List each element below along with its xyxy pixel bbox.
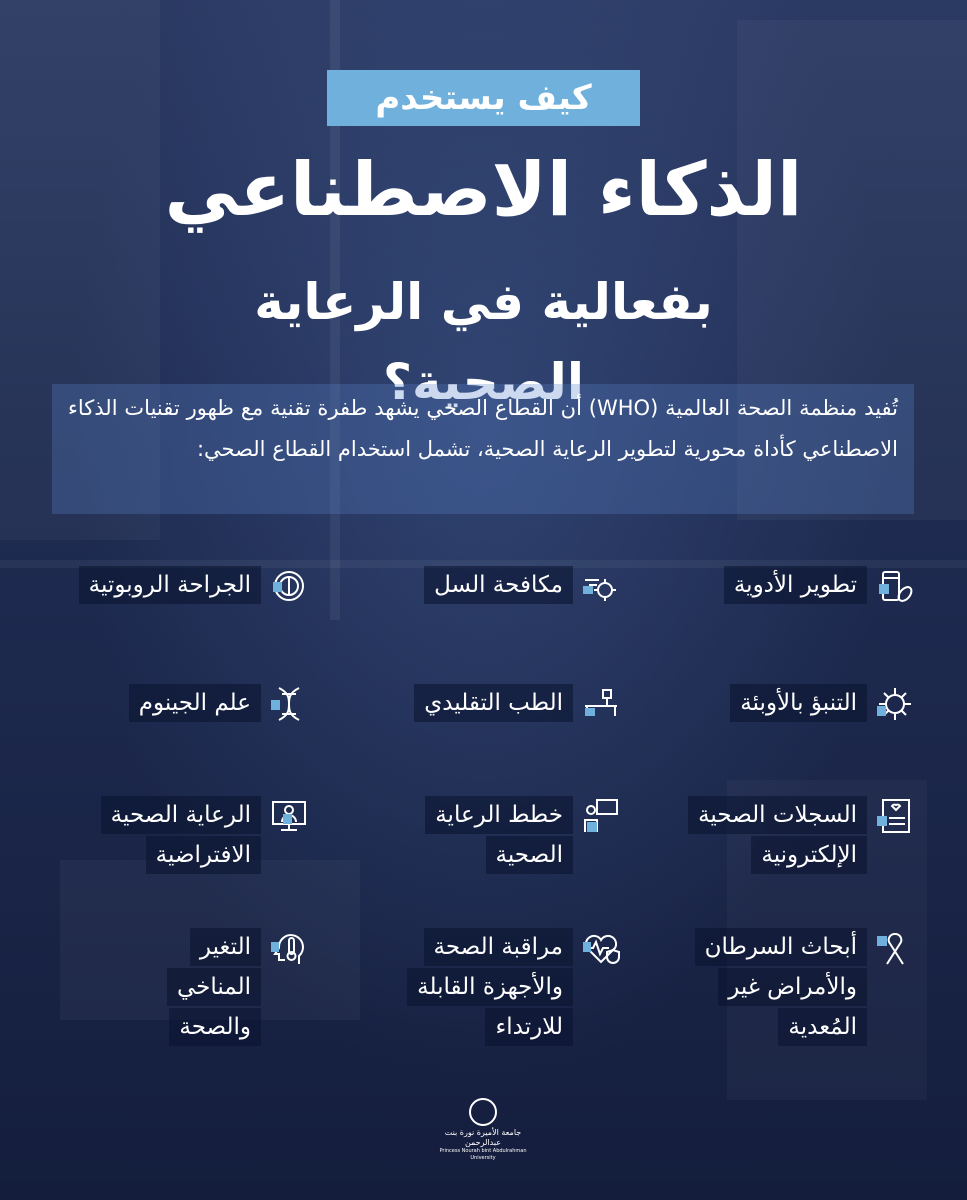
head-thermometer-icon bbox=[269, 928, 309, 968]
video-call-icon bbox=[269, 796, 309, 836]
brain-gear-icon bbox=[269, 566, 309, 606]
title-tag: كيف يستخدم bbox=[327, 70, 640, 126]
item-health-monitoring bbox=[407, 928, 621, 1046]
presentation-icon bbox=[581, 796, 621, 836]
dna-icon bbox=[269, 684, 309, 724]
item-cancer-research bbox=[695, 928, 915, 1046]
item-label: المناخي bbox=[167, 968, 261, 1006]
item-label: والأجهزة القابلة bbox=[407, 968, 573, 1006]
item-label: الطب التقليدي bbox=[414, 684, 573, 722]
page-subtitle: بفعالية في الرعاية الصحية؟ bbox=[254, 273, 713, 411]
item-label: والأمراض غير bbox=[718, 968, 867, 1006]
item-label: التغير bbox=[190, 928, 261, 966]
item-label: مراقبة الصحة bbox=[424, 928, 574, 966]
logo-english-name: Princess Nourah bint Abdulrahman University bbox=[439, 1148, 527, 1161]
item-label: مكافحة السل bbox=[424, 566, 573, 604]
item-traditional-medicine bbox=[414, 684, 621, 724]
item-robotic-surgery bbox=[79, 566, 309, 606]
item-epidemic-prediction bbox=[730, 684, 915, 724]
item-label: الجراحة الروبوتية bbox=[79, 566, 261, 604]
item-label: الإلكترونية bbox=[751, 836, 867, 874]
item-virtual-healthcare bbox=[101, 796, 309, 874]
item-electronic-health-records bbox=[688, 796, 915, 874]
medicine-icon bbox=[875, 566, 915, 606]
item-label: أبحاث السرطان bbox=[695, 928, 867, 966]
item-healthcare-plans bbox=[425, 796, 621, 874]
item-tuberculosis bbox=[424, 566, 621, 606]
item-drug-development bbox=[724, 566, 915, 606]
ribbon-icon bbox=[875, 928, 915, 968]
item-label: المُعدية bbox=[778, 1008, 867, 1046]
heart-shield-icon bbox=[581, 928, 621, 968]
item-label: والصحة bbox=[169, 1008, 261, 1046]
item-genomics bbox=[129, 684, 309, 724]
hospital-bed-icon bbox=[581, 684, 621, 724]
health-record-icon bbox=[875, 796, 915, 836]
virus-icon bbox=[875, 684, 915, 724]
item-label: الافتراضية bbox=[146, 836, 261, 874]
item-climate-health bbox=[167, 928, 309, 1046]
item-label: الرعاية الصحية bbox=[101, 796, 261, 834]
bacteria-icon bbox=[581, 566, 621, 606]
intro-paragraph: تُفيد منظمة الصحة العالمية (WHO) أن القطاع الصحي يشهد طفرة تقنية مع ظهور تقنيات الذكاء الاصطناعي كأداة محورية لتطوير الرعاية الصحية، تشمل استخدام القطاع الصحي: bbox=[52, 384, 914, 514]
item-label: السجلات الصحية bbox=[688, 796, 867, 834]
logo-arabic-name: جامعة الأميرة نورة بنت عبدالرحمن bbox=[444, 1128, 522, 1147]
item-label: علم الجينوم bbox=[129, 684, 261, 722]
university-seal-icon bbox=[469, 1098, 497, 1126]
item-label: تطوير الأدوية bbox=[724, 566, 867, 604]
university-logo bbox=[438, 1098, 528, 1162]
item-label: خطط الرعاية bbox=[425, 796, 573, 834]
item-label: للارتداء bbox=[485, 1008, 573, 1046]
page-title: الذكاء الاصطناعي bbox=[164, 147, 803, 233]
item-label: التنبؤ بالأوبئة bbox=[730, 684, 867, 722]
item-label: الصحية bbox=[486, 836, 573, 874]
